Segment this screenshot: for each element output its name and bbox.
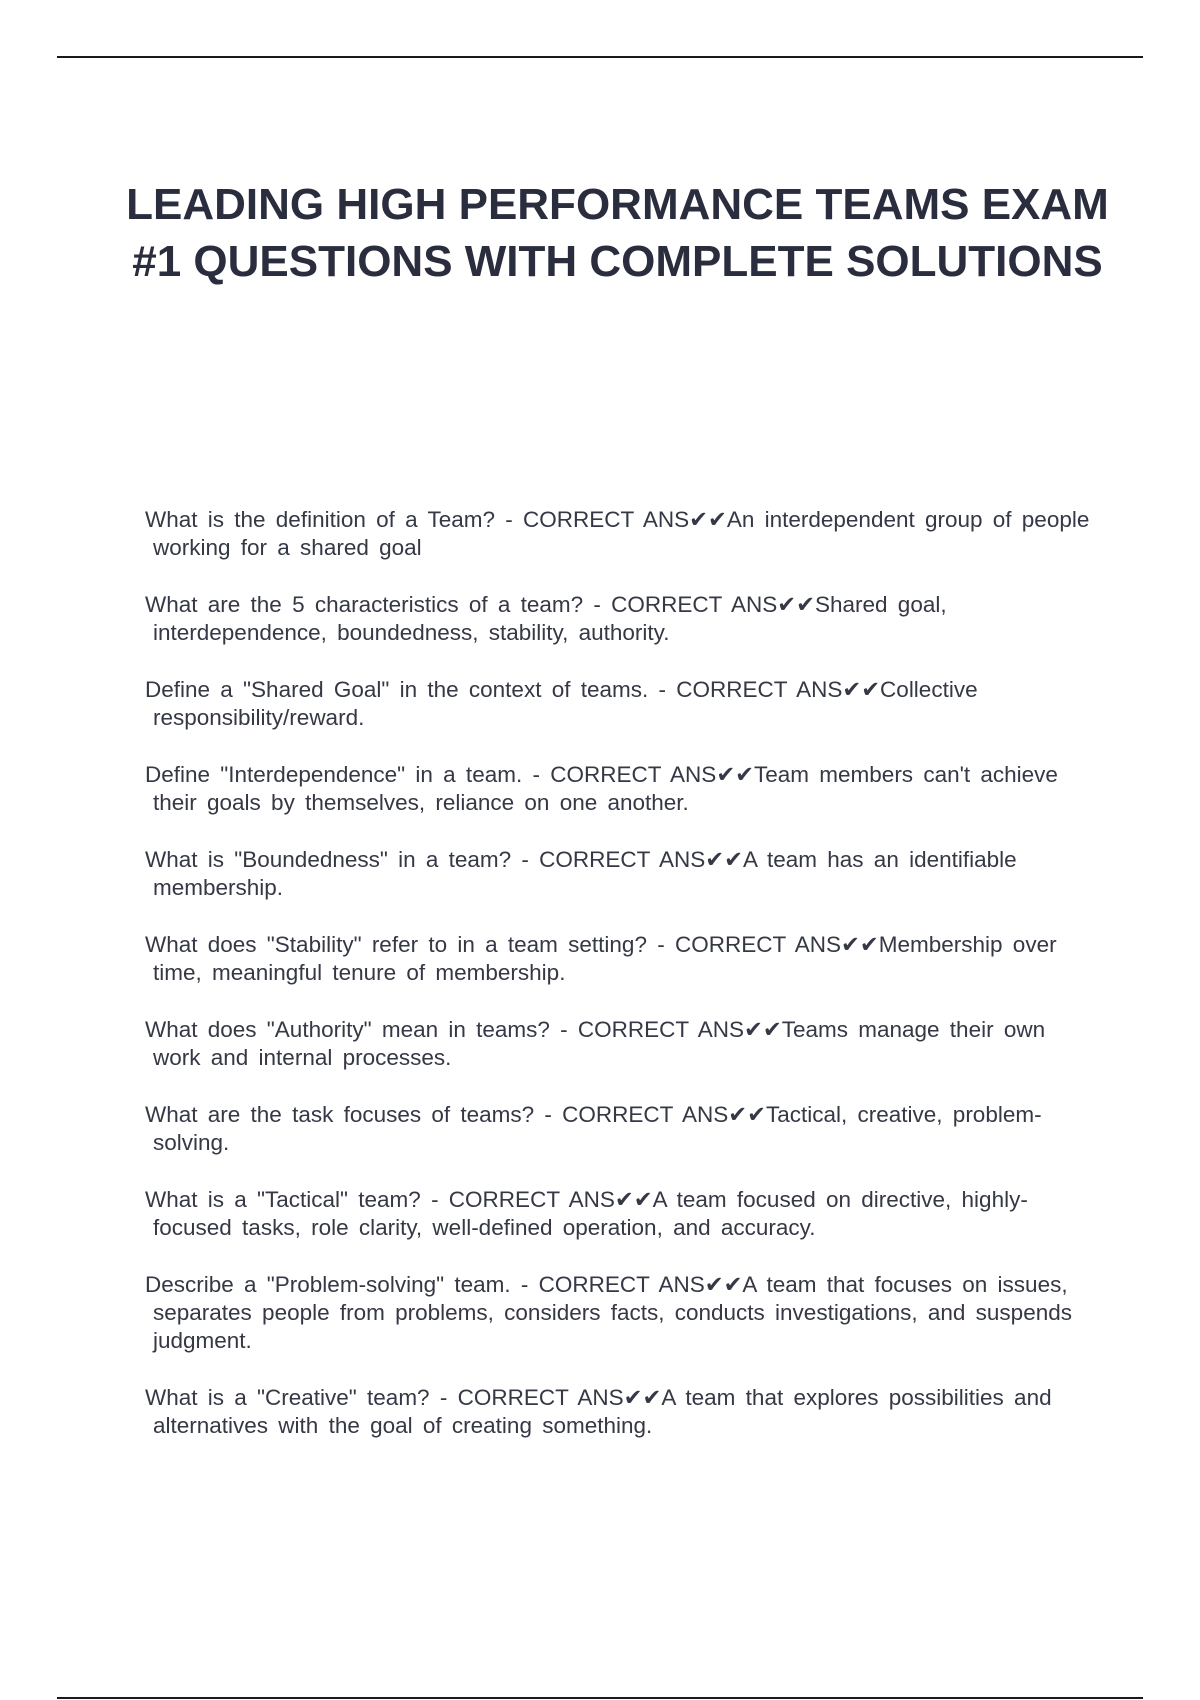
qa-item-team-definition: What is the definition of a Team? - CORRECT ANS✔✔An interdependent group of people working for a shared goal bbox=[145, 507, 1090, 560]
top-horizontal-rule bbox=[57, 56, 1143, 58]
qa-item-stability: What does "Stability" refer to in a team setting? - CORRECT ANS✔✔Membership over time, meaningful tenure of membership. bbox=[145, 932, 1057, 985]
qa-item-five-characteristics: What are the 5 characteristics of a team? - CORRECT ANS✔✔Shared goal, interdependence, boundedness, stability, authority. bbox=[145, 592, 947, 645]
qa-item-creative-team: What is a "Creative" team? - CORRECT ANS✔✔A team that explores possibilities and alternatives with the goal of creating something. bbox=[145, 1385, 1052, 1438]
qa-item-boundedness: What is "Boundedness" in a team? - CORRECT ANS✔✔A team has an identifiable membership. bbox=[145, 847, 1017, 900]
qa-item-authority: What does "Authority" mean in teams? - CORRECT ANS✔✔Teams manage their own work and internal processes. bbox=[145, 1017, 1046, 1070]
qa-item-problem-solving-team: Describe a "Problem-solving" team. - CORRECT ANS✔✔A team that focuses on issues, separates people from problems, considers facts, conducts investigations, and suspends judgment. bbox=[145, 1272, 1072, 1353]
document-title: LEADING HIGH PERFORMANCE TEAMS EXAM #1 QUESTIONS WITH COMPLETE SOLUTIONS bbox=[126, 180, 1109, 286]
qa-item-interdependence: Define "Interdependence" in a team. - CORRECT ANS✔✔Team members can't achieve their goals by themselves, reliance on one another. bbox=[145, 762, 1058, 815]
qa-list bbox=[145, 506, 1090, 1469]
qa-item-tactical-team: What is a "Tactical" team? - CORRECT ANS✔✔A team focused on directive, highly-focused tasks, role clarity, well-defined operation, and accuracy. bbox=[145, 1187, 1028, 1240]
qa-item-shared-goal: Define a "Shared Goal" in the context of teams. - CORRECT ANS✔✔Collective responsibility/reward. bbox=[145, 677, 978, 730]
qa-item-task-focuses: What are the task focuses of teams? - CORRECT ANS✔✔Tactical, creative, problem-solving. bbox=[145, 1102, 1042, 1155]
bottom-horizontal-rule bbox=[57, 1697, 1143, 1699]
